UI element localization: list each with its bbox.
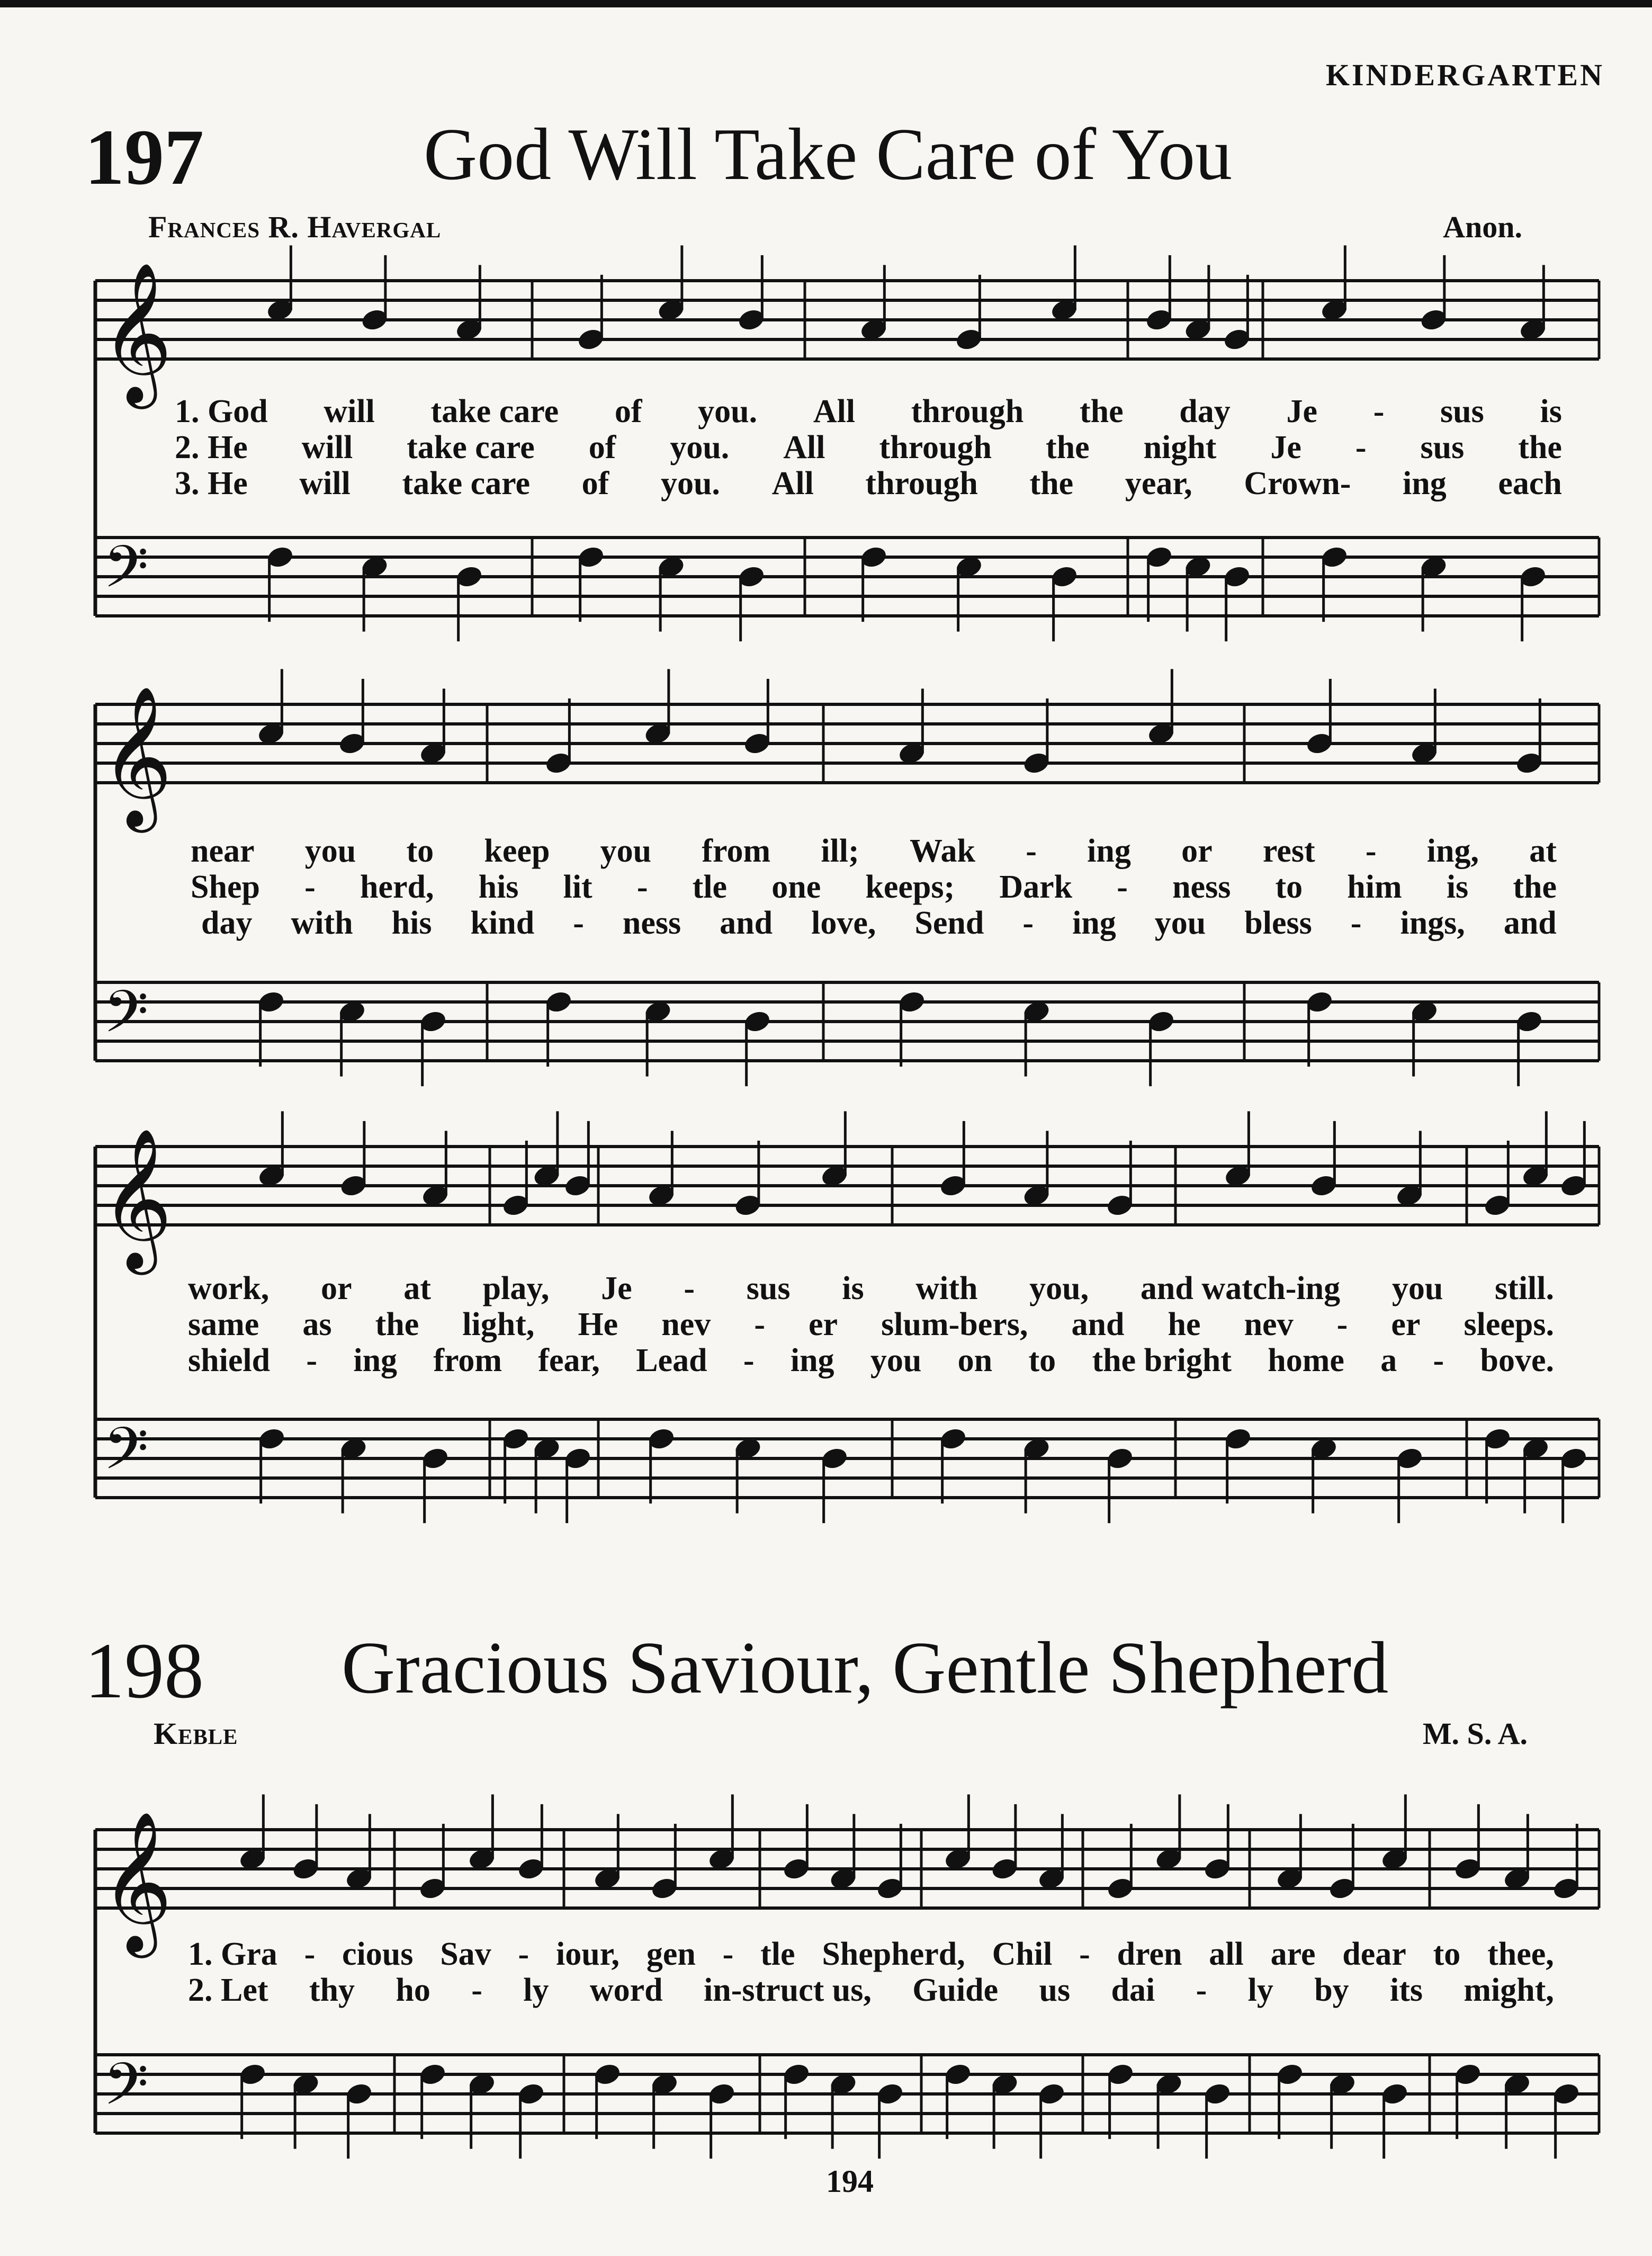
- lyric-syllable: Send: [914, 905, 984, 941]
- hymn-composer: M. S. A.: [1422, 1716, 1528, 1751]
- lyric-syllable: nev: [661, 1306, 711, 1342]
- lyric-syllable: ing: [1072, 905, 1116, 941]
- lyric-syllable: will: [324, 393, 375, 429]
- bass-clef: 𝄢: [103, 533, 149, 615]
- lyric-syllable: ly: [1247, 1972, 1273, 2008]
- page-number: 194: [826, 2164, 874, 2199]
- lyric-syllable: Wak: [909, 833, 975, 869]
- lyric-syllable: take care: [430, 393, 559, 429]
- lyric-syllable: lit: [563, 869, 592, 905]
- lyric-syllable: to: [406, 833, 434, 869]
- lyric-syllable: and watch-ing: [1140, 1270, 1341, 1306]
- lyric-syllable: tle: [760, 1936, 795, 1972]
- lyric-syllable: from: [702, 833, 771, 869]
- lyric-syllable: us: [1039, 1972, 1071, 2008]
- hymn-author: Frances R. Havergal: [148, 210, 442, 244]
- lyric-syllable: ing: [1087, 833, 1131, 869]
- lyric-syllable: er: [1391, 1306, 1421, 1342]
- lyric-syllable: -: [1022, 905, 1034, 941]
- lyric-syllable: keeps;: [865, 869, 955, 905]
- lyric-syllable: a: [1380, 1342, 1397, 1378]
- lyric-syllable: -: [1079, 1936, 1090, 1972]
- lyric-syllable: him: [1347, 869, 1402, 905]
- lyric-syllable: iour,: [555, 1936, 620, 1972]
- treble-clef: 𝄞: [101, 1127, 173, 1269]
- lyric-syllable: near: [191, 833, 255, 869]
- lyric-syllable: work,: [188, 1270, 270, 1306]
- lyric-syllable: night: [1143, 429, 1217, 465]
- lyric-syllable: in-struct us,: [703, 1972, 872, 2008]
- lyric-syllable: -: [722, 1936, 734, 1972]
- lyric-syllable: 2. He: [175, 429, 248, 465]
- lyric-syllable: herd,: [360, 869, 434, 905]
- lyric-syllable: on: [957, 1342, 993, 1378]
- lyric-syllable: Guide: [912, 1972, 999, 2008]
- lyric-syllable: play,: [482, 1270, 550, 1306]
- lyric-syllable: might,: [1464, 1972, 1554, 2008]
- clefs: [101, 262, 173, 2133]
- staff-lines: [95, 281, 1599, 2133]
- treble-clef: 𝄞: [101, 685, 173, 827]
- lyric-syllable: you.: [660, 465, 720, 502]
- lyric-syllable: the: [1513, 869, 1557, 905]
- lyric-syllable: -: [754, 1306, 765, 1342]
- lyric-syllable: will: [301, 429, 353, 465]
- lyric-syllable: from: [433, 1342, 502, 1378]
- lyric-syllable: to: [1433, 1936, 1461, 1972]
- lyric-syllable: -: [1365, 833, 1377, 869]
- lyric-syllable: -: [471, 1972, 482, 2008]
- lyric-syllable: the: [1029, 465, 1074, 502]
- lyric-syllable: day: [1179, 393, 1231, 429]
- lyric-syllable: ing: [790, 1342, 834, 1378]
- lyric-syllable: All: [813, 393, 856, 429]
- lyric-syllable: you,: [1029, 1270, 1089, 1306]
- lyric-syllable: all: [1209, 1936, 1244, 1972]
- lyric-syllable: 3. He: [175, 465, 248, 502]
- lyric-syllable: Shepherd,: [822, 1936, 965, 1972]
- lyric-syllable: keep: [484, 833, 550, 869]
- lyric-syllable: ing,: [1426, 833, 1479, 869]
- lyric-syllable: -: [1350, 905, 1362, 941]
- lyric-syllable: cious: [342, 1936, 414, 1972]
- hymn-title: Gracious Saviour, Gentle Shepherd: [342, 1627, 1389, 1709]
- lyric-syllable: -: [1026, 833, 1037, 869]
- lyric-syllable: dai: [1111, 1972, 1155, 2008]
- lyric-syllable: shield: [188, 1342, 271, 1378]
- lyric-syllable: each: [1498, 465, 1562, 502]
- lyric-syllable: his: [478, 869, 519, 905]
- lyric-syllable: sleeps.: [1464, 1306, 1554, 1342]
- lyric-syllable: -: [684, 1270, 695, 1306]
- lyric-syllable: Crown-: [1244, 465, 1351, 502]
- lyric-syllable: -: [1433, 1342, 1444, 1378]
- lyric-syllable: ly: [523, 1972, 549, 2008]
- lyric-syllable: one: [771, 869, 821, 905]
- hymn-number: 197: [85, 113, 204, 201]
- lyric-syllable: is: [842, 1270, 864, 1306]
- lyric-syllable: ings,: [1400, 905, 1465, 941]
- lyric-syllable: take care: [402, 465, 531, 502]
- lyric-syllable: -: [1117, 869, 1128, 905]
- lyric-syllable: -: [743, 1342, 755, 1378]
- bass-clef: 𝄢: [103, 978, 149, 1060]
- lyric-syllable: kind: [470, 905, 535, 941]
- lyric-syllable: All: [783, 429, 825, 465]
- hymn-composer: Anon.: [1443, 210, 1522, 244]
- lyric-syllable: 1. Gra: [188, 1936, 277, 1972]
- lyric-syllable: sus: [1440, 393, 1484, 429]
- notes: [238, 245, 1588, 2159]
- lyric-syllable: its: [1390, 1972, 1423, 2008]
- lyric-syllable: -: [1373, 393, 1385, 429]
- lyric-syllable: thy: [309, 1972, 355, 2008]
- lyric-syllable: at: [403, 1270, 431, 1306]
- section-label: KINDERGARTEN: [1325, 58, 1604, 92]
- lyric-syllable: rest: [1262, 833, 1315, 869]
- treble-clef: 𝄞: [101, 1811, 173, 1952]
- lyric-syllable: year,: [1125, 465, 1192, 502]
- lyric-syllable: ing: [353, 1342, 398, 1378]
- lyric-syllable: light,: [462, 1306, 535, 1342]
- lyric-syllable: through: [865, 465, 978, 502]
- lyric-syllable: you: [304, 833, 356, 869]
- lyric-syllable: -: [1196, 1972, 1207, 2008]
- lyric-syllable: through: [879, 429, 992, 465]
- lyric-syllable: same: [188, 1306, 259, 1342]
- hymn-author: Keble: [154, 1716, 238, 1751]
- lyric-syllable: gen: [646, 1936, 696, 1972]
- lyric-syllable: Lead: [636, 1342, 707, 1378]
- lyric-syllable: you.: [670, 429, 730, 465]
- bass-clef: 𝄢: [103, 1415, 149, 1497]
- lyric-syllable: tle: [692, 869, 728, 905]
- lyric-syllable: take care: [407, 429, 535, 465]
- lyric-syllable: -: [304, 869, 316, 905]
- lyric-syllable: 2. Let: [188, 1972, 268, 2008]
- lyric-syllable: bless: [1244, 905, 1312, 941]
- lyric-syllable: the: [1045, 429, 1090, 465]
- hymn-title: God Will Take Care of You: [424, 113, 1233, 195]
- lyric-syllable: dren: [1117, 1936, 1182, 1972]
- lyric-syllable: ness: [1172, 869, 1231, 905]
- lyric-syllable: of: [614, 393, 642, 429]
- lyric-syllable: -: [1355, 429, 1367, 465]
- lyric-syllable: Je: [1270, 429, 1301, 465]
- lyric-syllable: All: [771, 465, 814, 502]
- lyric-syllable: -: [306, 1342, 318, 1378]
- lyric-syllable: by: [1314, 1972, 1349, 2008]
- lyric-syllable: ness: [622, 905, 681, 941]
- lyric-syllable: his: [391, 905, 432, 941]
- lyric-syllable: sus: [1420, 429, 1465, 465]
- lyric-syllable: word: [589, 1972, 663, 2008]
- lyric-syllable: love,: [811, 905, 876, 941]
- lyric-syllable: home: [1268, 1342, 1344, 1378]
- lyric-syllable: ing: [1403, 465, 1447, 502]
- lyric-syllable: dear: [1342, 1936, 1406, 1972]
- lyric-syllable: you: [1391, 1270, 1443, 1306]
- lyric-syllable: bove.: [1480, 1342, 1554, 1378]
- lyric-syllable: 1. God: [175, 393, 268, 429]
- lyric-syllable: er: [809, 1306, 838, 1342]
- lyric-syllable: through: [911, 393, 1024, 429]
- lyric-syllable: the: [1079, 393, 1124, 429]
- lyric-syllable: you: [1154, 905, 1206, 941]
- lyric-syllable: or: [321, 1270, 352, 1306]
- lyric-syllable: will: [299, 465, 351, 502]
- lyric-syllable: -: [518, 1936, 529, 1972]
- lyric-syllable: -: [304, 1936, 316, 1972]
- lyric-syllable: as: [302, 1306, 332, 1342]
- lyric-syllable: of: [588, 429, 616, 465]
- lyric-syllable: you.: [698, 393, 758, 429]
- lyric-syllable: day: [201, 905, 253, 941]
- lyric-syllable: nev: [1244, 1306, 1294, 1342]
- lyric-syllable: Chil: [992, 1936, 1053, 1972]
- lyric-syllable: of: [581, 465, 609, 502]
- lyric-syllable: at: [1529, 833, 1557, 869]
- lyric-syllable: thee,: [1487, 1936, 1554, 1972]
- lyric-syllable: with: [291, 905, 353, 941]
- lyric-syllable: Je: [1286, 393, 1317, 429]
- treble-clef: 𝄞: [101, 262, 173, 403]
- lyric-syllable: Sav: [440, 1936, 491, 1972]
- lyric-syllable: He: [578, 1306, 618, 1342]
- lyric-syllable: or: [1181, 833, 1213, 869]
- lyric-syllable: ho: [396, 1972, 430, 2008]
- lyric-syllable: with: [915, 1270, 978, 1306]
- lyric-syllable: you: [870, 1342, 922, 1378]
- hymn-number: 198: [85, 1627, 204, 1715]
- lyric-syllable: he: [1168, 1306, 1201, 1342]
- lyric-syllable: and: [720, 905, 773, 941]
- lyric-syllable: -: [573, 905, 584, 941]
- lyric-syllable: the: [1518, 429, 1562, 465]
- lyric-syllable: Shep: [191, 869, 260, 905]
- lyric-syllable: are: [1270, 1936, 1316, 1972]
- lyric-syllable: -: [1336, 1306, 1348, 1342]
- lyric-syllable: Je: [601, 1270, 632, 1306]
- lyric-syllable: ill;: [821, 833, 859, 869]
- lyric-syllable: the bright: [1092, 1342, 1232, 1378]
- lyric-syllable: -: [636, 869, 648, 905]
- lyric-syllable: fear,: [538, 1342, 600, 1378]
- lyric-syllable: slum-bers,: [881, 1306, 1028, 1342]
- lyric-syllable: and: [1071, 1306, 1125, 1342]
- lyric-syllable: is: [1446, 869, 1469, 905]
- lyric-syllable: to: [1275, 869, 1303, 905]
- lyric-syllable: sus: [746, 1270, 791, 1306]
- lyric-syllable: and: [1503, 905, 1557, 941]
- lyric-syllable: the: [375, 1306, 419, 1342]
- lyric-syllable: you: [600, 833, 652, 869]
- bass-clef: 𝄢: [103, 2050, 149, 2133]
- lyric-syllable: still.: [1495, 1270, 1554, 1306]
- lyric-syllable: Dark: [999, 869, 1073, 905]
- lyric-syllable: is: [1540, 393, 1562, 429]
- lyric-syllable: to: [1028, 1342, 1056, 1378]
